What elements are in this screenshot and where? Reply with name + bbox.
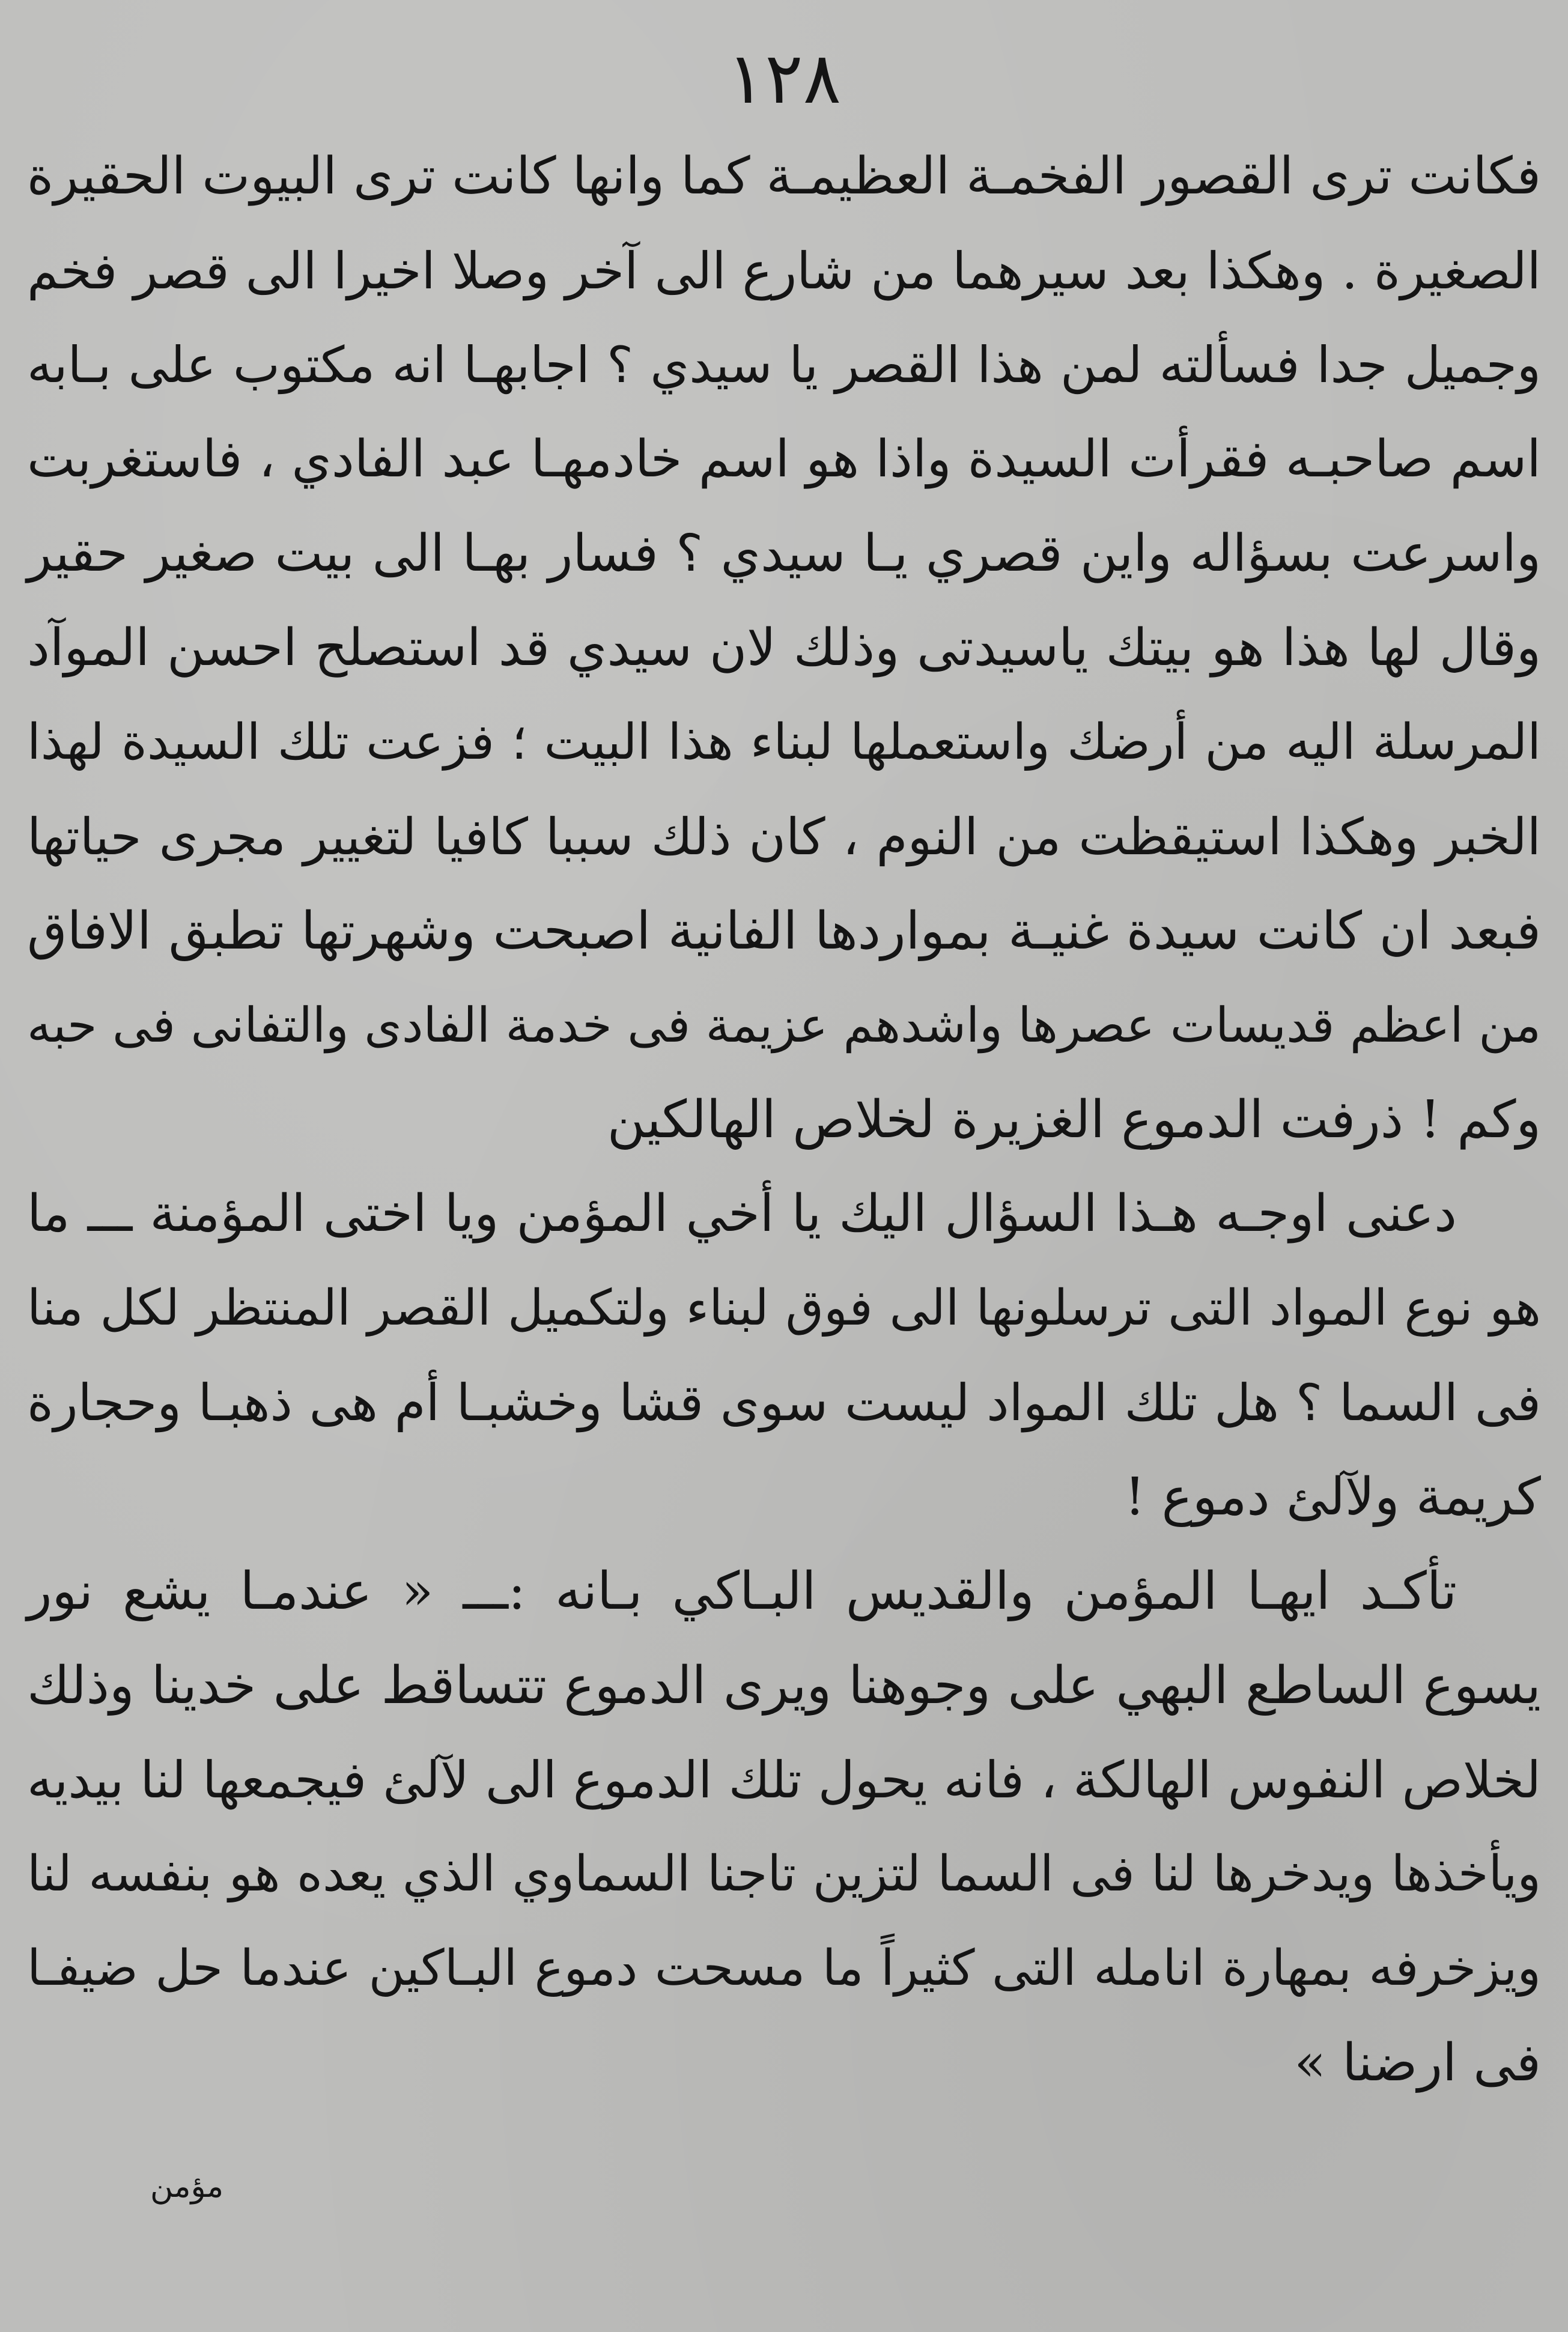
text-line-18: [27, 1732, 1541, 1827]
line-text: فى السما ؟ هل تلك المواد ليست سوى قشا وخشبـا أم هى ذهبـا وحجارة: [27, 1373, 1541, 1432]
text-line-21: [27, 2015, 1541, 2110]
line-text: دعنى اوجـه هـذا السؤال اليك يا أخي المؤمن ويا اختى المؤمنة ـــ ما: [27, 1183, 1457, 1243]
line-text: المرسلة اليه من أرضك واستعملها لبناء هذا البيت ؛ فزعت تلك السيدة لهذا: [27, 713, 1541, 771]
text-line-5: [27, 506, 1541, 601]
text-line-17: [27, 1638, 1541, 1732]
line-text: فكانت ترى القصور الفخمـة العظيمـة كما وانها كانت ترى البيوت الحقيرة: [26, 146, 1541, 206]
text-line-1: [27, 129, 1541, 223]
body-text: [27, 129, 1541, 2110]
line-text: فى ارضنا »: [1294, 2032, 1541, 2093]
text-line-3: [27, 318, 1541, 412]
text-line-15: [27, 1450, 1541, 1544]
line-text: الصغيرة . وهكذا بعد سيرهما من شارع الى آخر وصلا اخيرا الى قصر فخم: [27, 241, 1541, 300]
author-signature: مؤمن: [150, 2169, 224, 2205]
line-text: اسم صاحبـه فقرأت السيدة واذا هو اسم خادمهـا عبد الفادي ، فاستغربت: [27, 429, 1541, 489]
line-text: من اعظم قديسات عصرها واشدهم عزيمة فى خدمة الفادى والتفانى فى حبه: [27, 997, 1541, 1053]
text-line-2: [27, 223, 1541, 318]
line-text: الخبر وهكذا استيقظت من النوم ، كان ذلك سببا كافيا لتغيير مجرى حياتها: [27, 807, 1541, 866]
line-text: ويزخرفه بمهارة انامله التى كثيراً ما مسحت دموع البـاكين عندما حل ضيفـا: [27, 1939, 1541, 1997]
text-line-8: [27, 789, 1541, 884]
text-line-20: [27, 1921, 1541, 2015]
line-text: تأكـد ايهـا المؤمن والقديس البـاكي بـانه :ـــ « عندمـا يشع نور: [27, 1561, 1457, 1621]
text-line-9: [27, 884, 1541, 978]
line-text: يسوع الساطع البهي على وجوهنا ويرى الدموع تتساقط على خدينا وذلك: [27, 1655, 1541, 1716]
line-text: واسرعت بسؤاله واين قصري يـا سيدي ؟ فسار بهـا الى بيت صغير حقير: [27, 523, 1541, 583]
line-text: وكم ! ذرفت الدموع الغزيرة لخلاص الهالكين: [607, 1089, 1541, 1150]
text-line-19: [27, 1827, 1541, 1921]
text-line-11: [27, 1072, 1541, 1167]
line-text: هو نوع المواد التى ترسلونها الى فوق لبناء ولتكميل القصر المنتظر لكل منا: [27, 1279, 1541, 1337]
text-line-16: [27, 1544, 1541, 1638]
text-line-12: [27, 1167, 1541, 1261]
line-text: فبعد ان كانت سيدة غنيـة بمواردها الفانية اصبحت وشهرتها تطبق الافاق: [27, 900, 1541, 961]
text-line-10: [27, 978, 1541, 1072]
line-text: كريمة ولآلئ دموع !: [1124, 1466, 1541, 1527]
text-line-6: [27, 601, 1541, 695]
line-text: وجميل جدا فسألته لمن هذا القصر يا سيدي ؟ اجابهـا انه مكتوب على بـابه: [27, 335, 1541, 394]
text-line-14: [27, 1355, 1541, 1450]
line-text: وقال لها هذا هو بيتك ياسيدتى وذلك لان سيدي قد استصلح احسن الموآد: [27, 618, 1541, 678]
text-line-4: [27, 412, 1541, 506]
line-text: لخلاص النفوس الهالكة ، فانه يحول تلك الدموع الى لآلئ فيجمعها لنا بيديه: [27, 1750, 1541, 1809]
page-number: ١٢٨: [726, 37, 842, 120]
text-line-13: [27, 1261, 1541, 1355]
text-line-7: [27, 695, 1541, 789]
line-text: ويأخذها ويدخرها لنا فى السما لتزين تاجنا السماوي الذي يعده هو بنفسه لنا: [27, 1845, 1541, 1902]
